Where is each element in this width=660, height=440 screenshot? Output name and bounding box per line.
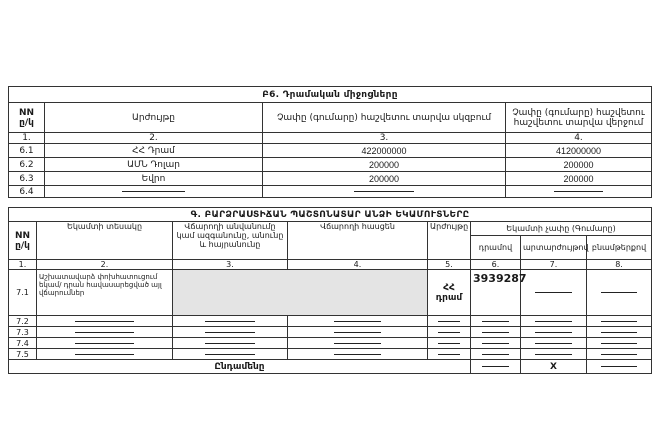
- blank-line: [263, 186, 506, 198]
- end-amount: 200000: [506, 172, 652, 186]
- blank-line: [173, 338, 288, 349]
- blank-line: [587, 349, 652, 360]
- col-number: 8.: [587, 260, 652, 270]
- blank-line: [37, 316, 173, 327]
- end-amount: 412000000: [506, 144, 652, 158]
- col-number: 6.: [471, 260, 521, 270]
- end-amount-header: Չափը (գումարը) հաշվետու հաշվետու տարվա վերջում: [506, 103, 652, 133]
- table-row: [9, 158, 652, 172]
- table-row: [9, 316, 652, 327]
- row-number: 7.4: [9, 338, 37, 349]
- blank-line: [471, 360, 521, 374]
- address-header: Վճարողի հասցեն: [288, 222, 428, 260]
- blank-line: [428, 316, 471, 327]
- income-type-header: Եկամտի տեսակը: [37, 222, 173, 260]
- amount-group-header: Եկամտի չափը (Գումարը): [471, 222, 652, 236]
- col-number: 1.: [9, 133, 45, 144]
- blank-line: [587, 327, 652, 338]
- row-number: 7.3: [9, 327, 37, 338]
- section-b6-title: Բ6. Դրամական միջոցները: [9, 87, 652, 103]
- redacted-area: [173, 270, 428, 316]
- foreign-currency-header: արտարժույթով: [521, 236, 587, 260]
- blank-line: [471, 349, 521, 360]
- start-amount: 200000: [263, 158, 506, 172]
- total-mark: X: [521, 360, 587, 374]
- row-number: 7.2: [9, 316, 37, 327]
- currency-name: Եվրո: [45, 172, 263, 186]
- blank-line: [288, 349, 428, 360]
- row-number: 6.3: [9, 172, 45, 186]
- income-table: [8, 207, 652, 374]
- col-number: 7.: [521, 260, 587, 270]
- currency-name: ՀՀ Դրամ: [45, 144, 263, 158]
- blank-line: [45, 186, 263, 198]
- col-number: 4.: [506, 133, 652, 144]
- blank-line: [288, 327, 428, 338]
- col-number: 3.: [173, 260, 288, 270]
- table-row: [9, 338, 652, 349]
- blank-line: [471, 338, 521, 349]
- blank-line: [37, 327, 173, 338]
- table-row: [9, 327, 652, 338]
- blank-line: [471, 327, 521, 338]
- row-number: 6.4: [9, 186, 45, 198]
- end-amount: 200000: [506, 158, 652, 172]
- cash-header: դրամով: [471, 236, 521, 260]
- row-number: 6.2: [9, 158, 45, 172]
- blank-line: [288, 316, 428, 327]
- blank-line: [428, 349, 471, 360]
- blank-line: [428, 327, 471, 338]
- blank-line: [428, 338, 471, 349]
- currency-header: Արժույթը: [428, 222, 471, 260]
- nn-header: NN ը/կ: [9, 103, 45, 133]
- start-amount: 422000000: [263, 144, 506, 158]
- blank-line: [521, 338, 587, 349]
- table-row: [9, 270, 652, 316]
- blank-line: [587, 360, 652, 374]
- in-kind-header: բնամթերքով: [587, 236, 652, 260]
- start-amount: 200000: [263, 172, 506, 186]
- blank-line: [173, 316, 288, 327]
- col-number: 4.: [288, 260, 428, 270]
- blank-line: [37, 338, 173, 349]
- blank-line: [471, 316, 521, 327]
- row-number: 7.1: [9, 270, 37, 316]
- total-row: [9, 360, 652, 374]
- table-row: [9, 144, 652, 158]
- row-number: 6.1: [9, 144, 45, 158]
- blank-line: [521, 349, 587, 360]
- blank-line: [587, 270, 652, 316]
- income-currency: ՀՀ դրամ: [428, 270, 471, 316]
- currency-header: Արժույթը: [45, 103, 263, 133]
- table-row: [9, 172, 652, 186]
- col-number: 2.: [45, 133, 263, 144]
- blank-line: [587, 316, 652, 327]
- total-label: Ընդամենը: [9, 360, 471, 374]
- blank-line: [506, 186, 652, 198]
- row-number: 7.5: [9, 349, 37, 360]
- currency-name: ԱՄՆ Դոլար: [45, 158, 263, 172]
- start-amount-header: Չափը (գումարը) հաշվետու տարվա սկզբում: [263, 103, 506, 133]
- blank-line: [521, 327, 587, 338]
- section-g-title: Գ. ԲԱՐՁՐԱՍՏԻՃԱՆ ՊԱՇՏՈՆԱՏԱՐ ԱՆՁԻ ԵԿԱՄՈՒՏՆԵՐԸ: [9, 208, 652, 222]
- payer-header: Վճարողի անվանումը կամ ազգանունը, անունը և հայրանունը: [173, 222, 288, 260]
- table-row: [9, 186, 652, 198]
- col-number: 2.: [37, 260, 173, 270]
- blank-line: [37, 349, 173, 360]
- cash-amount: 3939287: [471, 270, 521, 316]
- blank-line: [521, 316, 587, 327]
- blank-line: [288, 338, 428, 349]
- blank-line: [173, 327, 288, 338]
- col-number: 5.: [428, 260, 471, 270]
- cash-assets-table: [8, 86, 652, 198]
- blank-line: [587, 338, 652, 349]
- income-type: Աշխատավարձ փոխհատուցում եկամ/ դրան հավասարեցված այլ վճարումներ: [37, 270, 173, 316]
- col-number: 1.: [9, 260, 37, 270]
- blank-line: [521, 270, 587, 316]
- col-number: 3.: [263, 133, 506, 144]
- table-row: [9, 349, 652, 360]
- nn-header: NN ը/կ: [9, 222, 37, 260]
- blank-line: [173, 349, 288, 360]
